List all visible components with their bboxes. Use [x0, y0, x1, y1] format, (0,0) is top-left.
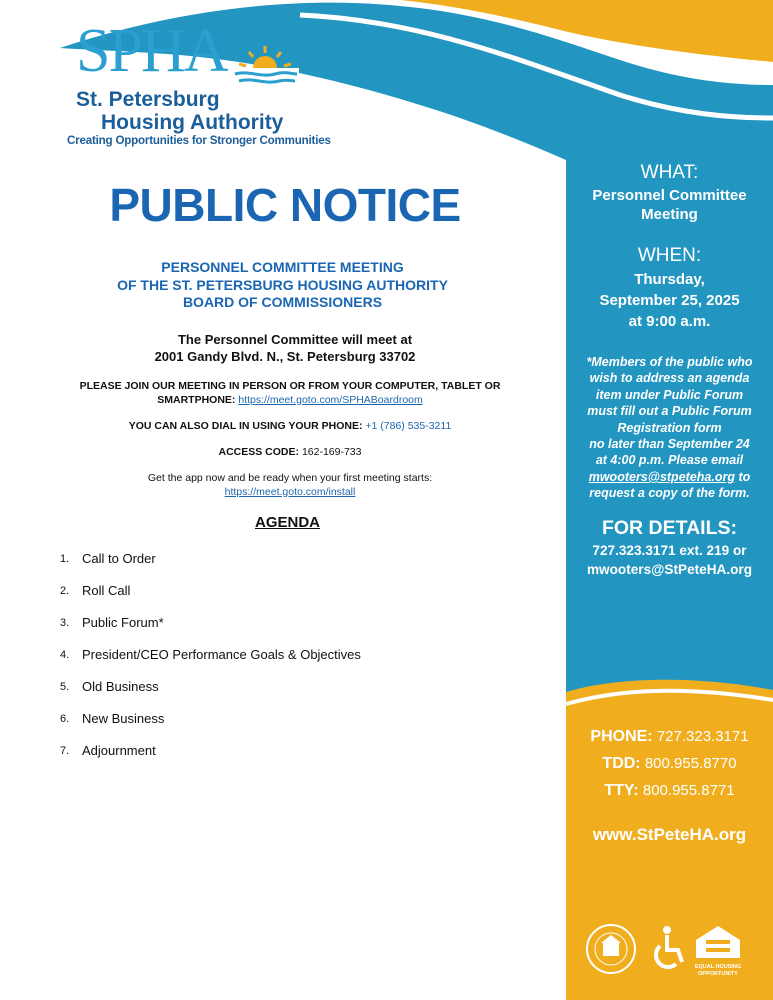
subtitle-line3: BOARD OF COMMISSIONERS: [182, 294, 383, 310]
note-line: must fill out a Public Forum: [587, 404, 752, 419]
agenda-item-number: 5.: [60, 681, 70, 693]
agenda-item: [60, 711, 361, 743]
tty-line: [566, 777, 773, 804]
dial-paragraph: [40, 420, 540, 434]
logo-name-line2: Housing Authority: [101, 111, 284, 134]
details-email[interactable]: mwooters@StPeteHA.org: [586, 561, 753, 577]
agenda-item-label: President/CEO Performance Goals & Objectives: [82, 647, 361, 662]
agenda-item: [60, 551, 361, 583]
app-text: Get the app now and be ready when your first meeting starts:: [147, 472, 433, 484]
agenda-item-number: 2.: [60, 585, 70, 597]
what-line1: Personnel Committee: [592, 187, 747, 204]
meet-line1: The Personnel Committee will meet at: [177, 332, 413, 347]
app-link[interactable]: https://meet.goto.com/install: [224, 485, 356, 498]
tty-label: TTY:: [604, 782, 639, 799]
join-paragraph: [40, 380, 540, 407]
agenda-list: [60, 551, 361, 775]
logo-mark: [66, 17, 306, 88]
logo-name-line1: St. Petersburg: [76, 88, 220, 111]
meeting-subtitle: [0, 259, 565, 312]
tdd-label: TDD:: [602, 755, 641, 772]
when-date: September 25, 2025: [599, 292, 740, 309]
agenda-item: [60, 615, 361, 647]
note-email-link[interactable]: mwooters@stpeteha.org: [588, 469, 735, 484]
equal-housing-icon: [695, 926, 741, 977]
details-phone: 727.323.3171 ext. 219 or: [592, 543, 747, 558]
agenda-item: [60, 679, 361, 711]
tdd-line: [566, 750, 773, 777]
what-line2: Meeting: [641, 206, 698, 223]
agenda-item-number: 1.: [60, 553, 70, 565]
when-time: at 9:00 a.m.: [628, 313, 711, 330]
hud-seal-icon: [587, 925, 635, 973]
join-text: PLEASE JOIN OUR MEETING IN PERSON OR FROM YOUR COMPUTER, TABLET OR SMARTPHONE:: [79, 380, 501, 406]
access-label: ACCESS CODE:: [218, 446, 300, 458]
note-line: wish to address an agenda: [589, 371, 750, 386]
sidebar-when: [566, 245, 773, 332]
logo-letters: SPHA: [76, 17, 227, 85]
phone-number[interactable]: 727.323.3171: [656, 728, 749, 745]
agenda-item-number: 4.: [60, 649, 70, 661]
details-heading: FOR DETAILS:: [601, 517, 738, 539]
agenda-item-number: 3.: [60, 617, 70, 629]
dial-label: YOU CAN ALSO DIAL IN USING YOUR PHONE:: [128, 420, 363, 432]
sidebar-details: [566, 517, 773, 579]
note-line: Registration form: [617, 420, 722, 435]
compliance-badges: [584, 918, 754, 980]
meeting-location: [0, 331, 570, 365]
note-line: *Members of the public who: [586, 355, 753, 369]
when-day: Thursday,: [634, 271, 705, 288]
agenda-item-label: New Business: [82, 711, 165, 726]
spha-logo: [66, 17, 306, 134]
note-line: no later than September 24: [589, 437, 750, 452]
phone-label: PHONE:: [590, 728, 653, 745]
what-heading: WHAT:: [640, 162, 699, 183]
equal-housing-line1: EQUAL HOUSING: [694, 964, 742, 970]
note-to: to: [738, 469, 751, 484]
agenda-item: [60, 583, 361, 615]
logo-name: [66, 88, 306, 134]
contact-numbers: [566, 723, 773, 804]
note-line: request a copy of the form.: [589, 486, 750, 501]
when-heading: WHEN:: [637, 245, 702, 266]
note-line: at 4:00 p.m. Please email: [595, 453, 744, 468]
sun-icon: [231, 44, 299, 88]
app-paragraph: [40, 472, 540, 499]
agenda-item-label: Roll Call: [82, 583, 131, 598]
page-title: PUBLIC NOTICE: [109, 179, 461, 231]
logo-tagline: Creating Opportunities for Stronger Communities: [67, 134, 331, 147]
tty-number[interactable]: 800.955.8771: [642, 782, 735, 799]
agenda-item-label: Old Business: [82, 679, 159, 694]
tdd-number[interactable]: 800.955.8770: [644, 755, 737, 772]
agenda-item-label: Public Forum*: [82, 615, 164, 630]
public-forum-note: [566, 354, 773, 502]
accessibility-icon: [656, 926, 682, 967]
access-code: 162-169-733: [301, 446, 362, 458]
subtitle-line2: OF THE ST. PETERSBURG HOUSING AUTHORITY: [117, 276, 448, 293]
agenda-item: [60, 647, 361, 679]
note-line: item under Public Forum: [595, 387, 744, 402]
agenda-heading: AGENDA: [254, 514, 320, 531]
agenda-item-number: 6.: [60, 713, 70, 725]
agenda-item-label: Adjournment: [82, 743, 156, 758]
join-link[interactable]: https://meet.goto.com/SPHABoardroom: [238, 393, 423, 406]
website-link[interactable]: www.StPeteHA.org: [592, 825, 747, 844]
sidebar-what: [566, 162, 773, 224]
phone-line: [566, 723, 773, 750]
meet-line2: 2001 Gandy Blvd. N., St. Petersburg 33702: [154, 349, 416, 364]
agenda-item-label: Call to Order: [82, 551, 156, 566]
agenda-item: [60, 743, 361, 775]
agenda-item-number: 7.: [60, 745, 70, 757]
access-paragraph: [40, 446, 540, 460]
dial-number[interactable]: +1 (786) 535-3211: [365, 420, 452, 432]
note-email-line: [566, 469, 773, 485]
equal-housing-line2: OPPORTUNITY: [698, 971, 738, 977]
subtitle-line1: PERSONNEL COMMITTEE MEETING: [161, 259, 404, 275]
